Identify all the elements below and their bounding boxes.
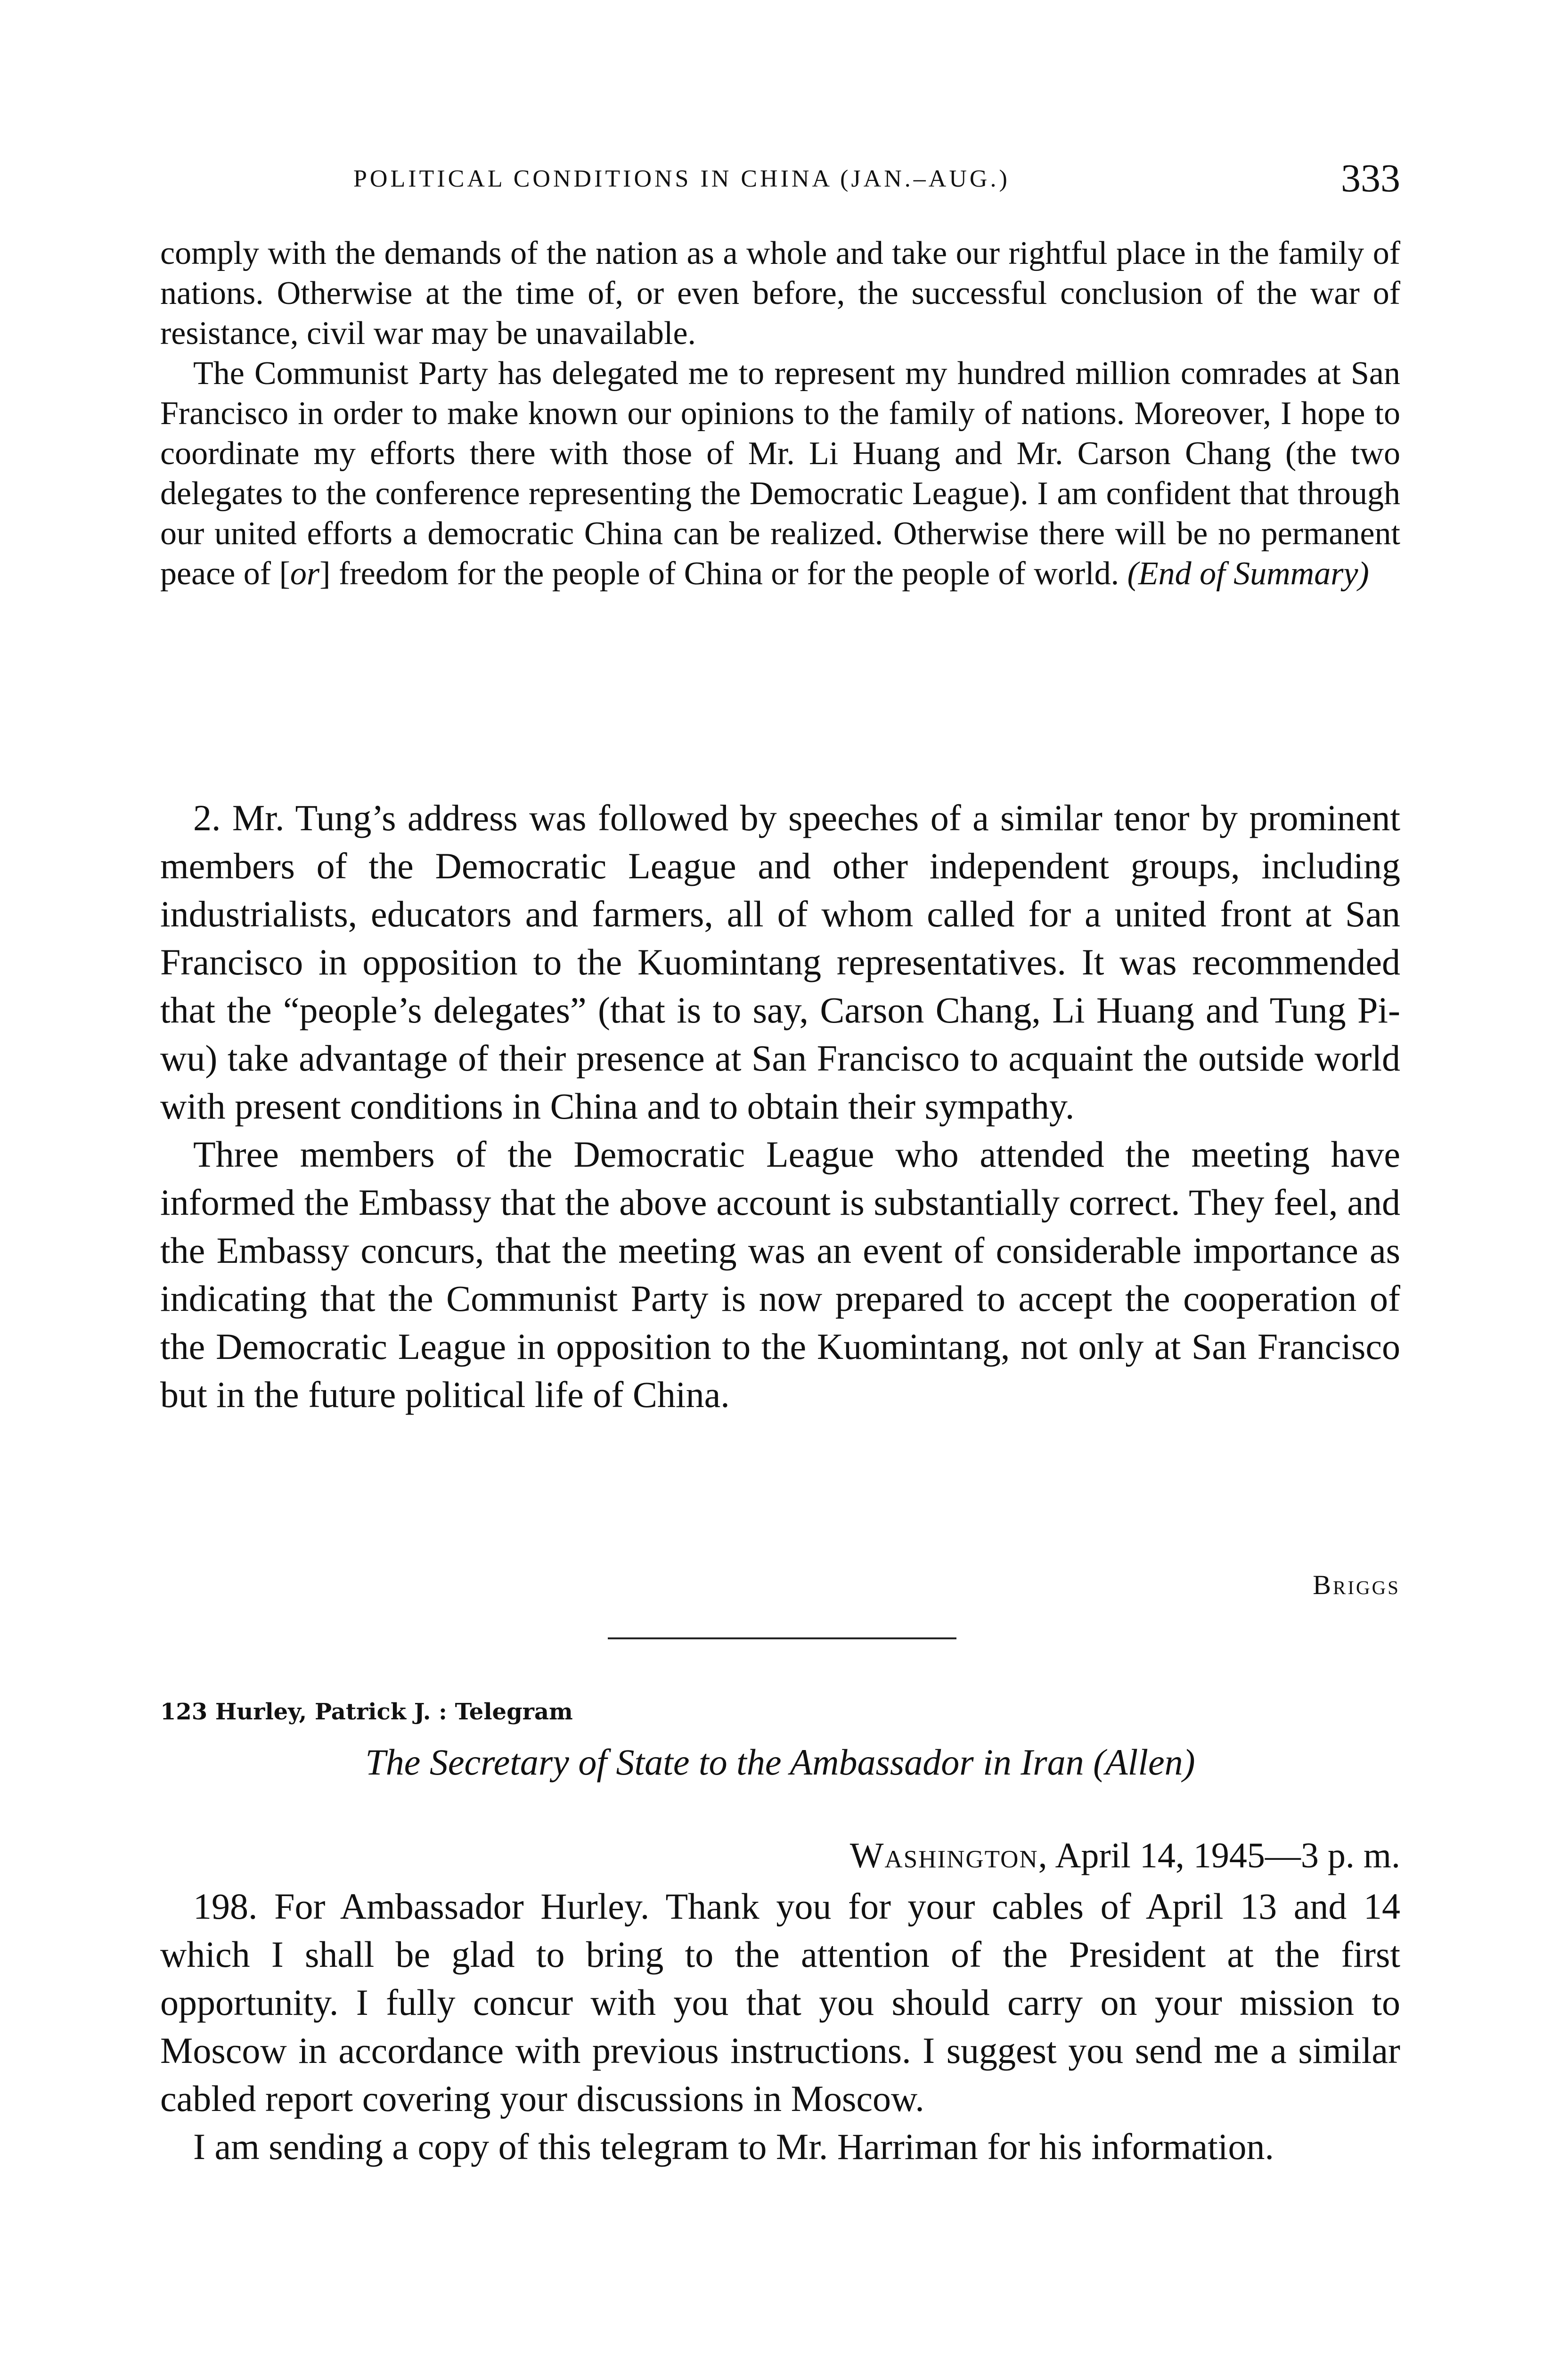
page-number: 333 bbox=[1341, 156, 1400, 200]
report-paragraph-3: Three members of the Democratic League who attended the meeting have informed the Embassy that the above account is substantially correct. They feel, and the Embassy concurs, that the meeting was an event of considerable importance as indicating that the Communist Party is now prepared to accept the cooperation of the Democratic League in opposition to the Kuomintang, not only at San Francisco but in the future political life of China. bbox=[160, 1134, 1400, 1415]
summary-paragraph-2-text: The Communist Party has delegated me to represent my hundred million comrades at San Francisco in order to make known our opinions to the family of nations. Moreover, I hope to coordinate my efforts there with those of Mr. Li Huang and Mr. Carson Chang (the two delegates to the conference representing the Democratic League). I am confident that through our united efforts a democratic China can be realized. Otherwise there will be no permanent peace of [ bbox=[160, 355, 1400, 592]
report-body bbox=[160, 794, 1400, 1419]
telegram-paragraph-2: I am sending a copy of this telegram to Mr. Harriman for his information. bbox=[193, 2126, 1274, 2167]
report-paragraph-2: 2. Mr. Tung’s address was followed by speeches of a similar tenor by prominent members of the Democratic League and other independent groups, including industrialists, educators and farmers, all of whom called for a united front at San Francisco in opposition to the Kuomintang representatives. It was recommended that the “people’s delegates” (that is to say, Carson Chang, Li Huang and Tung Pi-wu) take advantage of their presence at San Francisco to acquaint the outside world with present conditions in China and to obtain their sympathy. bbox=[160, 797, 1400, 1127]
document-label: 123 Hurley, Patrick J. : Telegram bbox=[160, 1699, 573, 1725]
dateline bbox=[850, 1835, 1400, 1876]
dateline-place: Washington, bbox=[849, 1836, 1048, 1875]
editorial-insertion: or bbox=[290, 556, 320, 592]
telegram-body bbox=[160, 1882, 1400, 2171]
running-head bbox=[160, 155, 1400, 203]
document-title: The Secretary of State to the Ambassador in Iran (Allen) bbox=[365, 1742, 1195, 1783]
running-title: POLITICAL CONDITIONS IN CHINA (JAN.–AUG.) bbox=[353, 165, 1010, 192]
summary-paragraph-2 bbox=[160, 353, 1400, 594]
summary-paragraph-2-text-b: ] freedom for the people of China or for the people of world. bbox=[319, 556, 1127, 592]
summary-section bbox=[160, 233, 1400, 594]
telegram-paragraph-1: 198. For Ambassador Hurley. Thank you for your cables of April 13 and 14 which I shall be glad to bring to the attention of the President at the first opportunity. I fully concur with you that you should carry on your mission to Moscow in accordance with previous instructions. I suggest you send me a similar cabled report covering your discussions in Moscow. bbox=[160, 1886, 1400, 2119]
end-of-summary: (End of Summary) bbox=[1127, 556, 1369, 592]
signature-briggs: Briggs bbox=[1313, 1570, 1400, 1600]
dateline-date: April 14, 1945—3 p. m. bbox=[1048, 1836, 1400, 1875]
section-divider bbox=[608, 1637, 956, 1639]
summary-paragraph-1: comply with the demands of the nation as a whole and take our rightful place in the family of nations. Otherwise at the time of, or even before, the successful conclusion of the war of resistance, civil war may be unavailable. bbox=[160, 235, 1400, 352]
